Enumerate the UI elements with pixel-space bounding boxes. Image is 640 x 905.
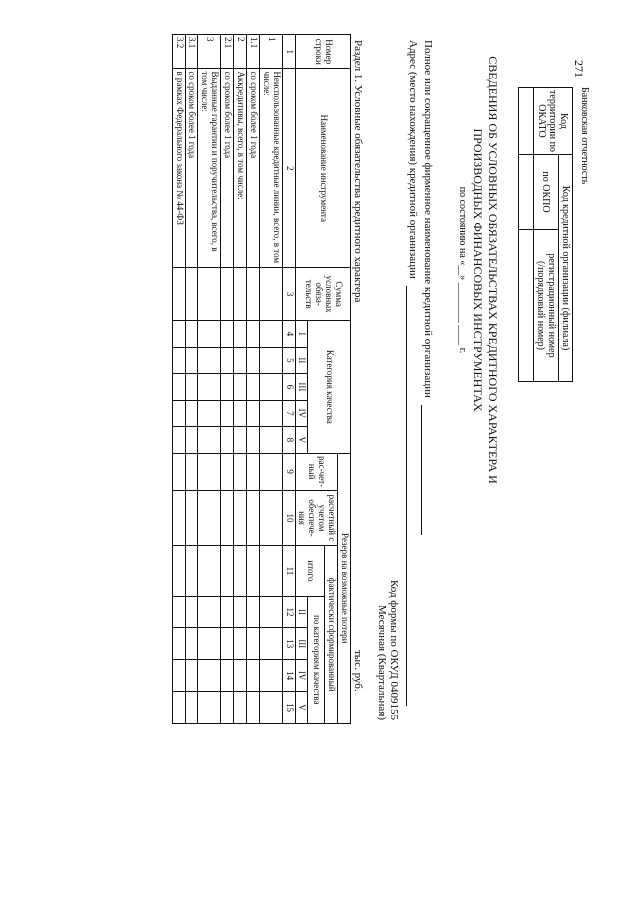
value-cell bbox=[259, 321, 282, 347]
value-cell bbox=[246, 628, 259, 660]
col-number: 1 bbox=[282, 35, 295, 69]
value-cell bbox=[198, 628, 221, 660]
col-number: 7 bbox=[282, 400, 295, 426]
col-by-category: по категориям качества bbox=[308, 596, 325, 723]
obligations-table bbox=[172, 34, 351, 724]
cat-label: III bbox=[295, 374, 308, 400]
org-name-row bbox=[421, 40, 434, 535]
value-cell bbox=[198, 321, 221, 347]
col-row-no: Номер строки bbox=[295, 35, 350, 69]
org-name-blank bbox=[421, 405, 434, 535]
value-cell bbox=[246, 660, 259, 692]
row-instrument-name: со сроком более 1 года bbox=[246, 69, 259, 268]
org-address-row bbox=[406, 40, 419, 706]
value-cell bbox=[185, 427, 198, 454]
value-cell bbox=[234, 596, 247, 628]
code-table: Код территории по ОКАТО Код кредитной организации (филиала) по ОКПО регистрационный номер (/порядковый номер) bbox=[518, 87, 573, 382]
value-cell bbox=[234, 453, 247, 490]
value-cell bbox=[221, 268, 234, 321]
reserve-cat-label: II bbox=[295, 596, 308, 628]
value-cell bbox=[198, 691, 221, 723]
row-instrument-name: Неиспользованные кредитные линии, всего, в том числе: bbox=[259, 69, 282, 268]
table-row bbox=[198, 35, 221, 724]
okud-code: Код формы по ОКУД 0409155 bbox=[388, 579, 400, 720]
value-cell bbox=[172, 628, 185, 660]
row-instrument-name: Выданные гарантии и поручительства, всего, в том числе: bbox=[198, 69, 221, 268]
cat-label: IV bbox=[295, 400, 308, 426]
title-line1: СВЕДЕНИЯ ОБ УСЛОВНЫХ ОБЯЗАТЕЛЬСТВАХ КРЕДИТНОГО ХАРАКТЕРА И bbox=[486, 56, 500, 484]
units-label: тыс. руб. bbox=[352, 650, 364, 692]
title-line2: ПРОИЗВОДНЫХ ФИНАНСОВЫХ ИНСТРУМЕНТАХ bbox=[471, 128, 485, 412]
form-info bbox=[376, 420, 400, 720]
row-instrument-name: Аккредитивы, всего, в том числе: bbox=[234, 69, 247, 268]
col-number: 6 bbox=[282, 374, 295, 400]
reserve-cat-label: IV bbox=[295, 660, 308, 692]
value-cell bbox=[234, 546, 247, 596]
col-number: 14 bbox=[282, 660, 295, 692]
value-cell bbox=[234, 660, 247, 692]
value-cell bbox=[246, 453, 259, 490]
value-cell bbox=[172, 546, 185, 596]
value-cell bbox=[246, 400, 259, 426]
value-cell bbox=[172, 453, 185, 490]
value-cell bbox=[259, 691, 282, 723]
table-row bbox=[234, 35, 247, 724]
value-cell bbox=[172, 374, 185, 400]
value-cell bbox=[259, 374, 282, 400]
value-cell bbox=[246, 321, 259, 347]
table-row bbox=[185, 35, 198, 724]
table-row bbox=[172, 35, 185, 724]
value-cell bbox=[221, 596, 234, 628]
org-name-label: Полное или сокращенное фирменное наименование кредитной организации bbox=[422, 40, 434, 398]
value-cell bbox=[246, 427, 259, 454]
value-cell bbox=[221, 691, 234, 723]
okpo-value bbox=[519, 155, 534, 230]
reg-no-label: регистрационный номер (/порядковый номер) bbox=[534, 230, 559, 382]
value-cell bbox=[221, 427, 234, 454]
col-calculated: рас-чет-ный bbox=[295, 453, 338, 490]
row-instrument-name: в рамках Федерального закона № 44-ФЗ bbox=[172, 69, 185, 268]
col-number: 11 bbox=[282, 546, 295, 596]
col-number: 13 bbox=[282, 628, 295, 660]
col-number: 15 bbox=[282, 691, 295, 723]
value-cell bbox=[185, 628, 198, 660]
value-cell bbox=[221, 347, 234, 373]
value-cell bbox=[221, 321, 234, 347]
value-cell bbox=[221, 660, 234, 692]
value-cell bbox=[234, 400, 247, 426]
value-cell bbox=[198, 374, 221, 400]
org-address-blank bbox=[406, 286, 419, 706]
table-row bbox=[221, 35, 234, 724]
row-number: 1 bbox=[259, 35, 282, 69]
value-cell bbox=[259, 427, 282, 454]
value-cell bbox=[246, 268, 259, 321]
org-code-label: Код кредитной организации (филиала) bbox=[559, 155, 573, 382]
territory-value bbox=[519, 88, 534, 155]
org-address-label: Адрес (место нахождения) кредитной организации bbox=[407, 40, 419, 279]
value-cell bbox=[185, 400, 198, 426]
report-date: по состоянию на «__» ________ ____ г. bbox=[457, 186, 468, 354]
value-cell bbox=[259, 596, 282, 628]
value-cell bbox=[185, 347, 198, 373]
col-calc-with-collateral: расчетный с учетом обеспече-ния bbox=[295, 490, 338, 546]
value-cell bbox=[185, 490, 198, 546]
value-cell bbox=[246, 374, 259, 400]
value-cell bbox=[246, 691, 259, 723]
row-instrument-name: со сроком более 1 года bbox=[221, 69, 234, 268]
row-number: 3 bbox=[198, 35, 221, 69]
value-cell bbox=[234, 628, 247, 660]
report-title bbox=[457, 40, 500, 500]
col-reserve: Резерв на возможные потери bbox=[338, 453, 351, 723]
row-instrument-name: со сроком более 1 года bbox=[185, 69, 198, 268]
value-cell bbox=[259, 628, 282, 660]
value-cell bbox=[234, 490, 247, 546]
value-cell bbox=[172, 490, 185, 546]
col-total: итого bbox=[295, 546, 325, 596]
value-cell bbox=[234, 427, 247, 454]
cat-label: I bbox=[295, 321, 308, 347]
value-cell bbox=[198, 546, 221, 596]
section-title: Раздел 1. Условные обязательства кредитного характера bbox=[352, 40, 364, 303]
col-number: 2 bbox=[282, 69, 295, 268]
col-number: 9 bbox=[282, 453, 295, 490]
value-cell bbox=[221, 453, 234, 490]
col-number: 4 bbox=[282, 321, 295, 347]
periodicity: Месячная (Квартальная) bbox=[376, 604, 388, 720]
value-cell bbox=[259, 453, 282, 490]
cat-label: II bbox=[295, 347, 308, 373]
value-cell bbox=[259, 546, 282, 596]
reserve-cat-label: III bbox=[295, 628, 308, 660]
value-cell bbox=[172, 321, 185, 347]
value-cell bbox=[198, 427, 221, 454]
value-cell bbox=[221, 490, 234, 546]
table-row bbox=[259, 35, 282, 724]
value-cell bbox=[198, 596, 221, 628]
value-cell bbox=[221, 628, 234, 660]
value-cell bbox=[234, 268, 247, 321]
reg-no-value bbox=[519, 230, 534, 382]
col-sum: Сумма условных обяза-тельств bbox=[295, 268, 350, 321]
value-cell bbox=[172, 347, 185, 373]
value-cell bbox=[259, 400, 282, 426]
value-cell bbox=[259, 660, 282, 692]
value-cell bbox=[185, 453, 198, 490]
value-cell bbox=[246, 596, 259, 628]
col-number: 8 bbox=[282, 427, 295, 454]
value-cell bbox=[185, 660, 198, 692]
value-cell bbox=[172, 268, 185, 321]
value-cell bbox=[221, 374, 234, 400]
row-number: 3.1 bbox=[185, 35, 198, 69]
value-cell bbox=[246, 546, 259, 596]
value-cell bbox=[198, 453, 221, 490]
row-number: 1.1 bbox=[246, 35, 259, 69]
value-cell bbox=[234, 321, 247, 347]
col-number: 3 bbox=[282, 268, 295, 321]
value-cell bbox=[234, 374, 247, 400]
col-quality-category: Категория качества bbox=[308, 321, 351, 453]
col-number: 5 bbox=[282, 347, 295, 373]
cat-label: V bbox=[295, 427, 308, 454]
value-cell bbox=[185, 321, 198, 347]
value-cell bbox=[234, 691, 247, 723]
value-cell bbox=[221, 546, 234, 596]
value-cell bbox=[172, 691, 185, 723]
value-cell bbox=[246, 490, 259, 546]
row-number: 2.1 bbox=[221, 35, 234, 69]
value-cell bbox=[185, 374, 198, 400]
col-number: 12 bbox=[282, 596, 295, 628]
value-cell bbox=[259, 347, 282, 373]
row-number: 3.2 bbox=[172, 35, 185, 69]
header-row-1 bbox=[338, 35, 351, 724]
reserve-cat-label: V bbox=[295, 691, 308, 723]
value-cell bbox=[198, 347, 221, 373]
value-cell bbox=[185, 596, 198, 628]
value-cell bbox=[185, 691, 198, 723]
report-type: Банковская отчетность bbox=[579, 87, 590, 185]
value-cell bbox=[198, 490, 221, 546]
value-cell bbox=[172, 660, 185, 692]
value-cell bbox=[172, 400, 185, 426]
territory-label: территории по ОКАТО bbox=[536, 90, 559, 152]
value-cell bbox=[259, 490, 282, 546]
col-number: 10 bbox=[282, 490, 295, 546]
value-cell bbox=[234, 347, 247, 373]
okpo-label: по ОКПО bbox=[534, 155, 559, 230]
value-cell bbox=[259, 268, 282, 321]
value-cell bbox=[172, 427, 185, 454]
col-actual: фактически сформированный bbox=[325, 546, 338, 724]
page-number: 271 bbox=[572, 60, 586, 78]
col-instrument: Наименование инструмента bbox=[295, 69, 350, 268]
value-cell bbox=[198, 400, 221, 426]
value-cell bbox=[246, 347, 259, 373]
value-cell bbox=[172, 596, 185, 628]
table-row bbox=[246, 35, 259, 724]
value-cell bbox=[185, 268, 198, 321]
value-cell bbox=[185, 546, 198, 596]
column-number-row bbox=[282, 35, 295, 724]
value-cell bbox=[198, 268, 221, 321]
value-cell bbox=[221, 400, 234, 426]
row-number: 2 bbox=[234, 35, 247, 69]
value-cell bbox=[198, 660, 221, 692]
